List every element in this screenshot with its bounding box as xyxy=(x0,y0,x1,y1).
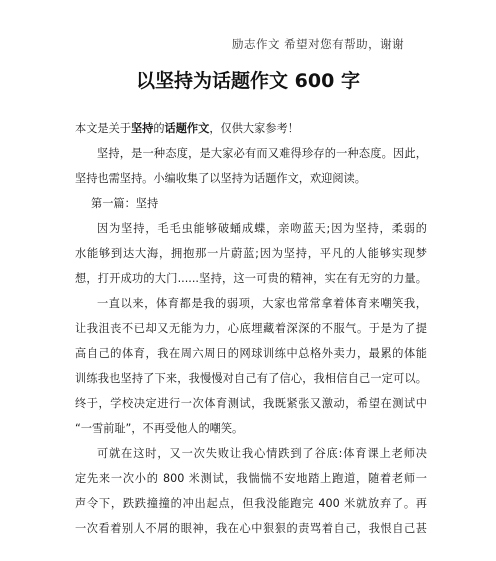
page-header: 励志作文 希望对您有帮助，谢谢 xyxy=(232,37,405,51)
page-title: 以坚持为话题作文 600 字 xyxy=(136,70,360,92)
paragraph-line: 声令下，跌跌撞撞的冲出起点，但我没能跑完 400 米就放弃了。再 xyxy=(75,497,427,510)
paragraph-line: 训练我也坚持了下来，我慢慢对自己有了信心，我相信自己一定可以。 xyxy=(75,372,427,385)
paragraph-line: 坚持，是一种态度，是大家必有而又难得珍存的一种态度。因此， xyxy=(97,147,427,160)
paragraph-line: 一次看着别人不屑的眼神，我在心中狠狠的责骂着自己，我恨自己甚 xyxy=(75,522,427,535)
paragraph-line: 终于，学校决定进行一次体育测试，我既紧张又激动，希望在测试中 xyxy=(75,397,427,410)
paragraph-line: 一直以来，体育都是我的弱项，大家也常常拿着体育来嘲笑我， xyxy=(97,297,427,310)
intro-line xyxy=(75,116,427,141)
intro-keyword-2: 话题作文 xyxy=(164,122,210,135)
intro-mid: 的 xyxy=(153,122,165,135)
article-body xyxy=(75,116,427,541)
section-heading: 第一篇：坚持 xyxy=(91,197,159,210)
paragraph-line: 坚持也需坚持。小编收集了以坚持为话题作文，欢迎阅读。 xyxy=(75,172,366,185)
paragraph-line: 因为坚持，毛毛虫能够破蛹成蝶，亲吻蓝天;因为坚持，柔弱的 xyxy=(97,222,427,235)
paragraph-line: 可就在这时，又一次失败让我心情跌到了谷底:体育课上老师决 xyxy=(97,447,427,460)
intro-keyword-1: 坚持 xyxy=(130,122,154,135)
paragraph-line: “一雪前耻”，不再受他人的嘲笑。 xyxy=(75,422,244,435)
paragraph-line: 让我沮丧不已却又无能为力，心底埋藏着深深的不服气。于是为了提 xyxy=(75,322,427,335)
paragraph-line: 想，打开成功的大门......坚持，这一可贵的精神，实在有无穷的力量。 xyxy=(75,272,427,285)
intro-suffix: ，仅供大家参考！ xyxy=(209,122,299,135)
paragraph-line: 水能够到达大海，拥抱那一片蔚蓝;因为坚持，平凡的人能够实现梦 xyxy=(75,247,427,260)
paragraph-line: 定先来一次小的 800 米测试，我惴惴不安地踏上跑道，随着老师一 xyxy=(75,472,427,485)
intro-prefix: 本文是关于 xyxy=(75,122,131,135)
paragraph-line: 高自己的体育，我在周六周日的网球训练中总格外卖力，最累的体能 xyxy=(75,347,427,360)
